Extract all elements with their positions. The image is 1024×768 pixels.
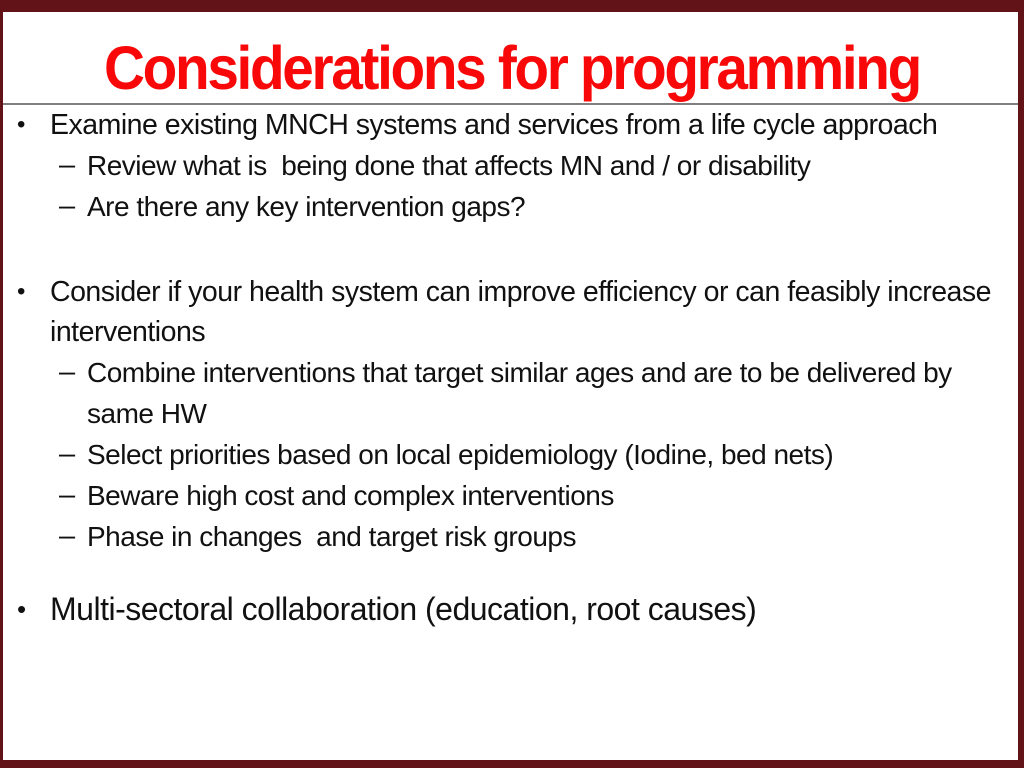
- dash-icon: –: [59, 479, 76, 511]
- content-box: [0, 103, 1024, 767]
- sub-bullet-text: Review what is being done that affects MN and / or disability: [87, 150, 811, 181]
- sub-bullet-item: [2, 352, 1022, 434]
- dash-icon: –: [59, 438, 76, 470]
- sub-bullet-item: [2, 475, 1022, 516]
- sub-bullet-item: [2, 186, 1022, 227]
- frame-top-bar: [0, 0, 1024, 12]
- slide-title: Considerations for programming: [104, 34, 920, 102]
- bullet-text: Examine existing MNCH systems and services from a life cycle approach: [50, 109, 938, 141]
- sub-bullet-text: Beware high cost and complex interventions: [87, 480, 614, 511]
- bullet-item: [2, 272, 1022, 352]
- bullet-text: Consider if your health system can improve efficiency or can feasibly increase interventions: [50, 276, 999, 348]
- bullet-item: [2, 587, 1022, 631]
- frame-right-bar: [1018, 0, 1024, 768]
- spacer: [2, 557, 1022, 587]
- spacer: [2, 227, 1022, 272]
- sub-bullet-text: Combine interventions that target similar ages and are to be delivered by same HW: [87, 357, 959, 429]
- bullet-icon: •: [17, 111, 26, 138]
- bullet-icon: •: [17, 594, 27, 624]
- dash-icon: –: [59, 356, 76, 388]
- sub-bullet-text: Select priorities based on local epidemiology (Iodine, bed nets): [87, 439, 834, 470]
- bullet-item: [2, 105, 1022, 145]
- sub-bullet-item: [2, 516, 1022, 557]
- dash-icon: –: [59, 190, 76, 222]
- dash-icon: –: [59, 520, 76, 552]
- frame-left-bar: [0, 0, 3, 768]
- bullet-icon: •: [17, 278, 26, 305]
- dash-icon: –: [59, 149, 76, 181]
- frame-bottom-bar: [0, 760, 1024, 768]
- sub-bullet-item: [2, 145, 1022, 186]
- sub-bullet-text: Are there any key intervention gaps?: [87, 191, 526, 222]
- sub-bullet-text: Phase in changes and target risk groups: [87, 521, 576, 552]
- bullet-text: Multi-sectoral collaboration (education, root causes): [50, 591, 757, 627]
- sub-bullet-item: [2, 434, 1022, 475]
